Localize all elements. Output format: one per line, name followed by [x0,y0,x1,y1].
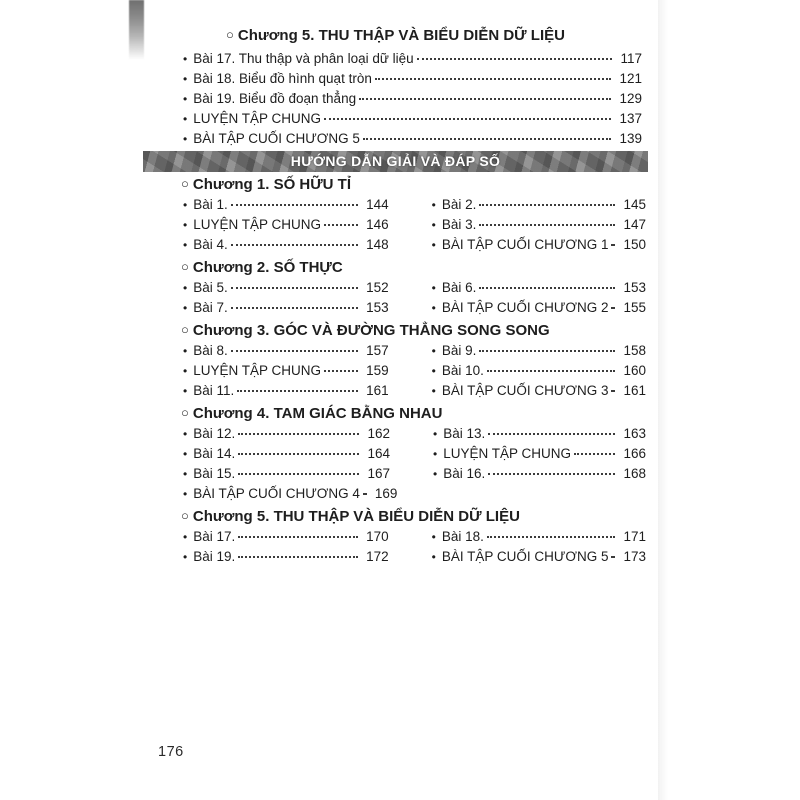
bullet-icon: • [183,364,188,378]
chapter-title: GÓC VÀ ĐƯỜNG THẲNG SONG SONG [273,322,550,339]
bullet-icon: • [431,530,436,544]
answer-key-toc [143,175,648,567]
toc-item [143,444,390,464]
column-right [389,341,648,401]
toc-item [143,109,648,129]
toc-item-page: 167 [367,466,390,481]
toc-item-page: 172 [366,549,389,564]
toc-item [389,341,648,361]
chapter-heading [143,321,648,341]
toc-item-label: Bài 8. [193,343,228,358]
top-chapter-heading [143,26,648,45]
toc-item-label: Bài 1. [193,197,228,212]
bullet-icon: • [183,112,188,126]
chapter-columns [143,341,648,401]
toc-item-label: BÀI TẬP CUỐI CHƯƠNG 4 [193,486,360,501]
toc-item [389,278,648,298]
toc-item-page: 158 [623,343,646,358]
bullet-icon: • [183,344,188,358]
toc-item-label: Bài 12. [193,426,236,441]
chapter-marker-icon: ○ [181,322,189,337]
chapter-columns [143,527,648,567]
toc-item-label: Bài 6. [441,280,477,295]
toc-item-page: 153 [623,280,646,295]
chapter-heading [143,258,648,278]
toc-item-label: Bài 7. [193,300,228,315]
toc-item [390,464,648,484]
toc-item-page: 153 [366,300,389,315]
toc-item [143,381,389,401]
toc-item [389,195,648,215]
chapter-label: Chương 1. [192,176,270,193]
toc-item [389,381,648,401]
toc-item [143,129,648,149]
bullet-icon: • [183,281,188,295]
column-left [143,195,389,255]
toc-item [143,298,389,318]
toc-item [143,424,390,444]
toc-item-page: 150 [623,237,646,252]
toc-item-page: 144 [366,197,389,212]
toc-item [389,235,648,255]
bullet-icon: • [183,384,188,398]
toc-item-label: Bài 10. [441,363,484,378]
bullet-icon: • [431,218,436,232]
column-left [143,341,389,401]
toc-item-page: 147 [623,217,646,232]
column-right [389,278,648,318]
toc-item [143,195,389,215]
toc-item-label: Bài 19. Biểu đồ đoạn thẳng [193,91,357,106]
toc-item-page: 157 [366,343,389,358]
bullet-icon: • [183,238,188,252]
toc-item [389,547,648,567]
bullet-icon: • [183,467,188,481]
toc-item-page: 162 [367,426,390,441]
toc-item-label: BÀI TẬP CUỐI CHƯƠNG 5 [441,549,609,564]
toc-item-page: 166 [623,446,646,461]
toc-item-page: 148 [366,237,389,252]
toc-item-label: Bài 18. Biểu đồ hình quạt tròn [193,71,372,86]
chapter-heading [143,175,648,195]
bullet-icon: • [431,550,436,564]
bullet-icon: • [431,301,436,315]
toc-item-label: Bài 18. [441,529,484,544]
section-header-title: HƯỚNG DẪN GIẢI VÀ ĐÁP SỐ [290,153,501,169]
toc-item-page: 171 [623,529,646,544]
toc-item-label: Bài 13. [443,426,486,441]
chapter-marker-icon: ○ [181,508,189,523]
toc-item-label: LUYỆN TẬP CHUNG [443,446,571,461]
toc-item [389,527,648,547]
toc-item-page: 163 [623,426,646,441]
toc-item-label: Bài 14. [193,446,236,461]
toc-item [143,89,648,109]
scan-artifact [129,0,144,60]
chapter-label: Chương 5. [237,27,315,44]
toc-item-label: Bài 17. Thu thập và phân loại dữ liệu [193,51,414,66]
bullet-icon: • [183,447,188,461]
page-number: 176 [158,744,184,760]
toc-item-label: BÀI TẬP CUỐI CHƯƠNG 1 [441,237,609,252]
chapter-columns [143,424,648,504]
column-right [389,195,648,255]
toc-item-label: Bài 17. [193,529,236,544]
toc-item-label: BÀI TẬP CUỐI CHƯƠNG 2 [441,300,609,315]
bullet-icon: • [431,344,436,358]
chapter-label: Chương 3. [192,322,270,339]
chapter-title: THU THẬP VÀ BIỂU DIỄN DỮ LIỆU [273,508,520,525]
toc-item-label: Bài 5. [193,280,228,295]
bullet-icon: • [183,52,188,66]
toc-item [143,215,389,235]
page-edge-shadow [658,0,668,800]
toc-item-page: 139 [619,131,642,146]
section-header-bar [143,151,648,172]
toc-item-label: Bài 16. [443,466,486,481]
toc-content [143,26,648,567]
toc-item-page: 145 [623,197,646,212]
toc-item-page: 160 [623,363,646,378]
bullet-icon: • [183,301,188,315]
chapter-columns [143,278,648,318]
chapter-marker-icon: ○ [181,405,189,420]
chapter-marker-icon: ○ [226,27,234,42]
chapter-columns [143,195,648,255]
column-right [389,527,648,567]
bullet-icon: • [431,364,436,378]
bullet-icon: • [183,72,188,86]
toc-item [143,547,389,567]
toc-item-label: Bài 11. [193,383,235,398]
toc-item [143,49,648,69]
toc-item-page: 137 [619,111,642,126]
toc-item-label: BÀI TẬP CUỐI CHƯƠNG 3 [441,383,609,398]
chapter-title: TAM GIÁC BẰNG NHAU [273,405,443,422]
bullet-icon: • [183,530,188,544]
toc-item-page: 169 [374,486,398,501]
toc-item-label: Bài 2. [441,197,477,212]
toc-item-page: 170 [366,529,389,544]
bullet-icon: • [183,550,188,564]
chapter-heading [143,404,648,424]
toc-item-page: 129 [619,91,642,106]
toc-item-label: Bài 3. [441,217,477,232]
toc-item [143,278,389,298]
toc-item [390,444,648,464]
chapter-marker-icon: ○ [181,176,189,191]
toc-item [143,527,389,547]
bullet-icon: • [183,92,188,106]
toc-item-label: Bài 15. [193,466,236,481]
toc-item-page: 121 [619,71,642,86]
chapter-title: SỐ HỮU TỈ [273,176,352,193]
toc-item-label: Bài 9. [441,343,477,358]
toc-item-page: 164 [367,446,390,461]
chapter-title: SỐ THỰC [273,259,343,276]
toc-item-page: 173 [623,549,646,564]
toc-item [389,298,648,318]
column-left [143,527,389,567]
toc-item-page: 155 [623,300,646,315]
toc-item-page: 146 [366,217,389,232]
bullet-icon: • [431,238,436,252]
toc-item [143,464,390,484]
chapter-title: THU THẬP VÀ BIỂU DIỄN DỮ LIỆU [318,27,565,44]
toc-item [143,361,389,381]
toc-item [143,484,398,504]
bullet-icon: • [183,218,188,232]
chapter-marker-icon: ○ [181,259,189,274]
bullet-icon: • [433,427,438,441]
toc-item-label: Bài 4. [193,237,228,252]
column-left [143,278,389,318]
toc-item [143,69,648,89]
chapter-label: Chương 2. [192,259,270,276]
bullet-icon: • [183,198,188,212]
toc-item-label: BÀI TẬP CUỐI CHƯƠNG 5 [193,131,360,146]
toc-top-list [143,49,648,149]
bullet-icon: • [433,447,438,461]
toc-item-page: 152 [366,280,389,295]
column-right [390,424,648,504]
toc-item [143,235,389,255]
toc-item [389,215,648,235]
bullet-icon: • [183,132,188,146]
bullet-icon: • [183,487,188,501]
toc-item [390,424,648,444]
column-left [143,424,398,504]
toc-item-page: 168 [623,466,646,481]
toc-item [389,361,648,381]
chapter-heading [143,507,648,527]
toc-item-label: LUYỆN TẬP CHUNG [193,217,321,232]
bullet-icon: • [433,467,438,481]
toc-item-label: Bài 19. [193,549,236,564]
toc-item-label: LUYỆN TẬP CHUNG [193,363,321,378]
bullet-icon: • [183,427,188,441]
toc-item-page: 161 [366,383,389,398]
bullet-icon: • [431,281,436,295]
toc-item-page: 159 [366,363,389,378]
chapter-label: Chương 5. [192,508,270,525]
toc-item-label: LUYỆN TẬP CHUNG [193,111,321,126]
bullet-icon: • [431,384,436,398]
toc-item-page: 161 [623,383,646,398]
toc-item-page: 117 [620,51,642,66]
toc-item [143,341,389,361]
bullet-icon: • [431,198,436,212]
chapter-label: Chương 4. [192,405,270,422]
